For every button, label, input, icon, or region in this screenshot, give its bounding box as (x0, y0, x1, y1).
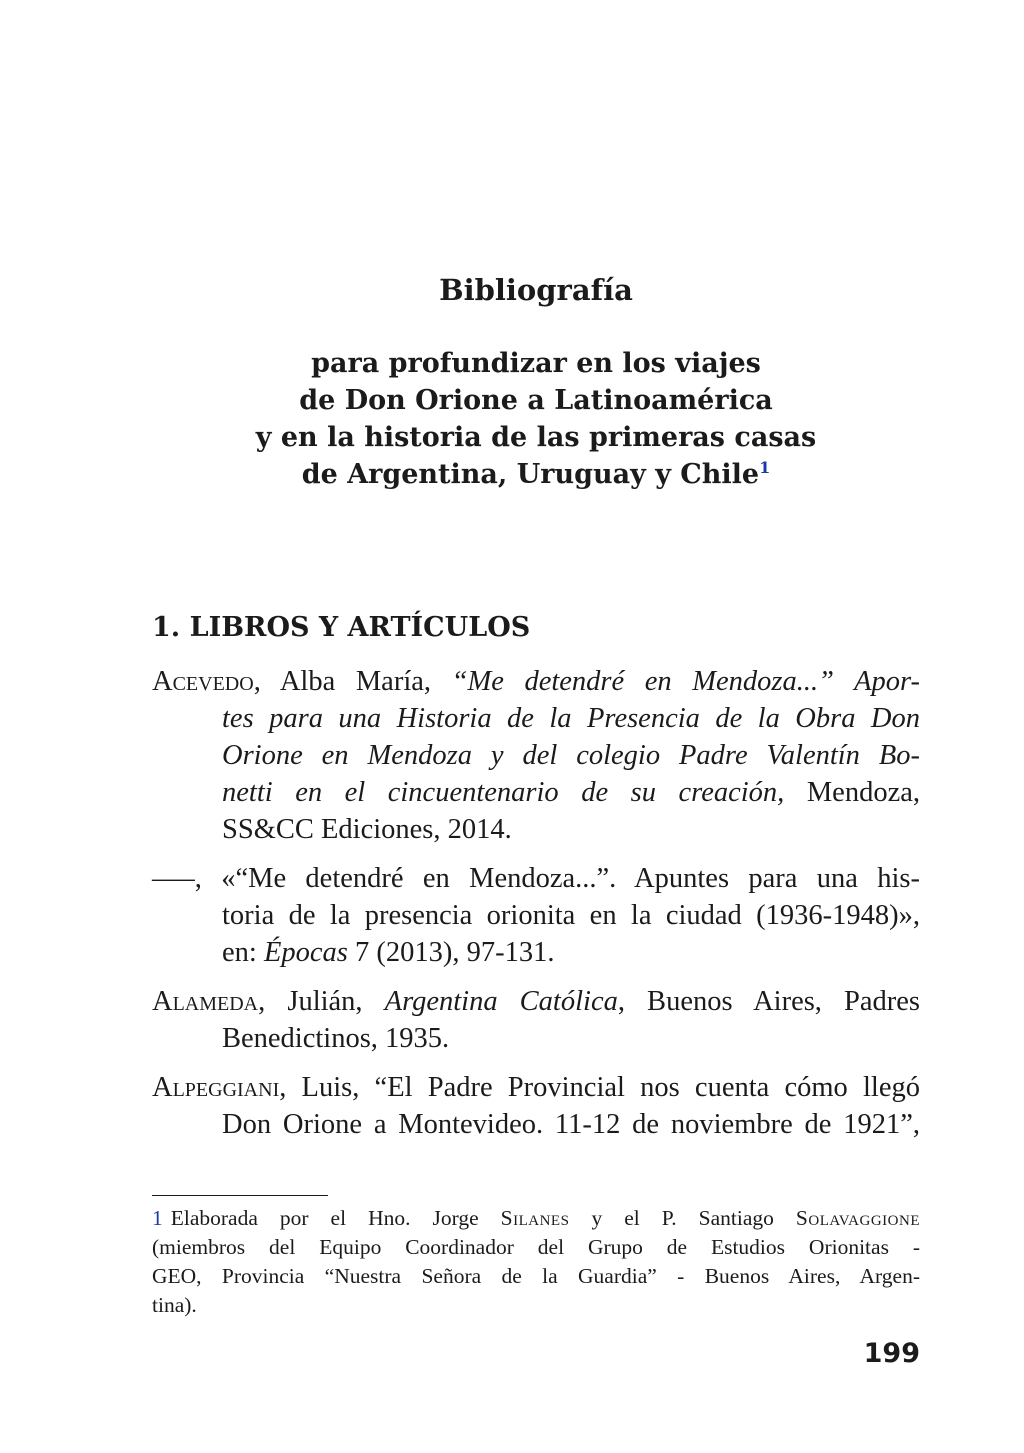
subtitle-line-last (0, 456, 1024, 493)
author-surname: Acevedo (152, 666, 254, 697)
entry-line: Benedictinos, 1935. (222, 1023, 450, 1054)
footnote-line: tina). (152, 1293, 197, 1317)
subtitle-line: para profundizar en los viajes (311, 348, 761, 379)
bibliography-entry-alameda (152, 983, 920, 1057)
footnote-line (152, 1204, 920, 1233)
entry-line (152, 1069, 920, 1106)
entry-line (152, 663, 920, 700)
footnote-text: Elaborada por el Hno. Jorge (170, 1206, 501, 1230)
bibliography-entry-acevedo-2 (152, 860, 920, 971)
author-surname: Alameda (152, 986, 259, 1017)
section-heading: 1. LIBROS Y ARTÍCULOS (152, 612, 531, 643)
entry-title-text: Épocas (263, 937, 348, 968)
entry-line: tes para una Historia de la Presencia de la Obra Don (222, 703, 920, 734)
footnote-surname: Silanes (500, 1206, 570, 1230)
entry-text: Mendoza, (784, 777, 920, 808)
bibliography-entry-acevedo (152, 663, 920, 848)
footnote-line: (miembros del Equipo Coordinador del Grupo de Estudios Orionitas - (152, 1235, 920, 1259)
footnote-surname: Solavaggione (795, 1206, 920, 1230)
entry-line (152, 774, 920, 811)
footnote-number: 1 (152, 1206, 163, 1230)
footnote-text: y el P. Santiago (569, 1206, 796, 1230)
entry-text: en: (222, 937, 264, 968)
entry-line: –––, «“Me detendré en Mendoza...”. Apuntes para una his- (152, 863, 920, 894)
entry-line: SS&CC Ediciones, 2014. (222, 814, 512, 845)
entry-title-text: “Me detendré en Mendoza...” Apor- (451, 666, 920, 697)
entry-text: , Julián, (258, 986, 385, 1017)
page-number: 199 (863, 1338, 920, 1369)
entry-line (152, 983, 920, 1020)
entry-line: toria de la presencia orionita en la ciudad (1936-1948)», (222, 900, 920, 931)
subtitle-line: y en la historia de las primeras casas (255, 422, 817, 453)
footnote-reference[interactable]: 1 (759, 458, 771, 477)
subtitle-line-text: de Argentina, Uruguay y Chile (301, 459, 760, 490)
page-title: Bibliografía (439, 273, 633, 307)
entry-title-text: Argentina Católica (384, 986, 618, 1017)
bibliography-entry-alpeggiani (152, 1069, 920, 1143)
footnote-line: GEO, Provincia “Nuestra Señora de la Guardia” - Buenos Aires, Argen- (152, 1264, 920, 1288)
entry-text: , Alba María, (253, 666, 452, 697)
author-surname: Alpeggiani (152, 1072, 280, 1103)
entry-title-text: netti en el cincuentenario de su creación, (222, 777, 785, 808)
entry-line (152, 934, 920, 971)
footnote (152, 1204, 920, 1320)
subtitle (0, 345, 1024, 493)
footnote-divider (152, 1195, 328, 1196)
entry-text: 7 (2013), 97-131. (347, 937, 555, 968)
entry-line: Orione en Mendoza y del colegio Padre Valentín Bo- (222, 740, 920, 771)
bibliography-list (152, 663, 920, 1155)
entry-text: , Buenos Aires, Padres (617, 986, 921, 1017)
entry-text: , Luis, “El Padre Provincial nos cuenta cómo llegó (279, 1072, 920, 1103)
entry-line: Don Orione a Montevideo. 11-12 de noviembre de 1921”, (222, 1109, 920, 1140)
subtitle-line: de Don Orione a Latinoamérica (299, 385, 773, 416)
